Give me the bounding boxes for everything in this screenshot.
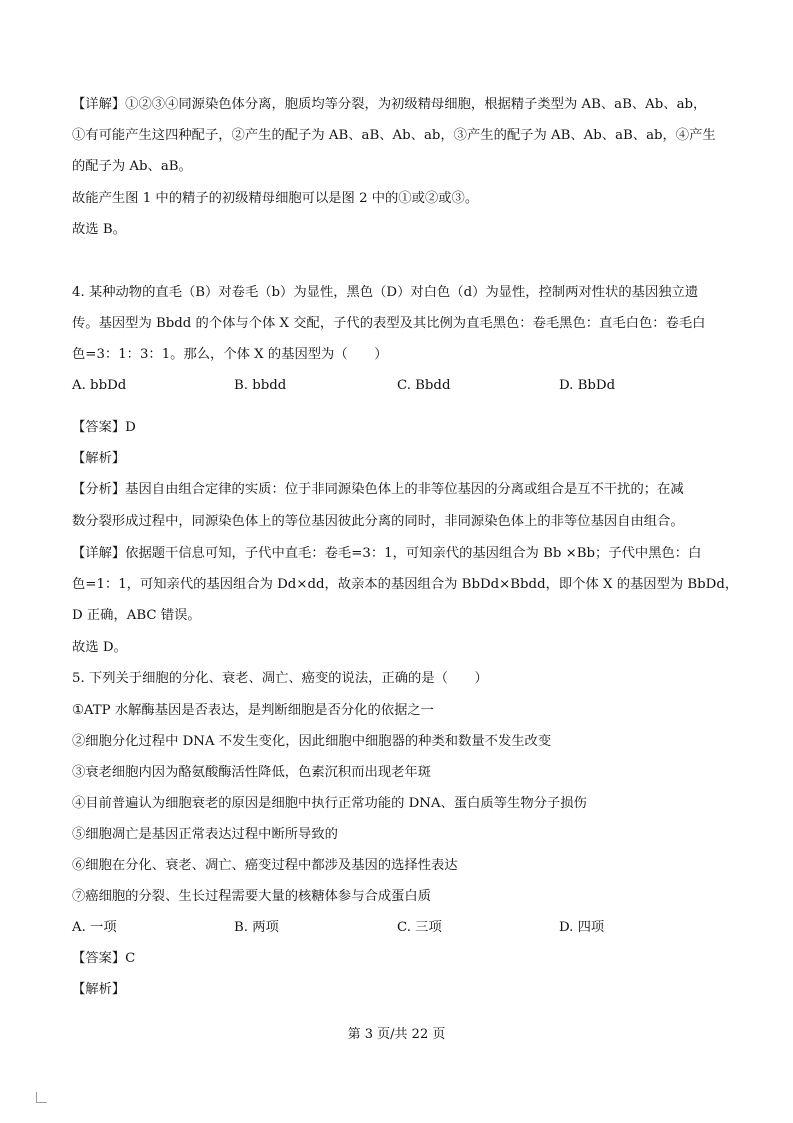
q5-stem: 5. 下列关于细胞的分化、衰老、凋亡、癌变的说法，正确的是（ ） — [72, 671, 488, 686]
detail-prev-line-4: 故能产生图 1 中的精子的初级精母细胞可以是图 2 中的①或②或③。 — [72, 191, 479, 206]
q4-stem-line-3: 色=3：1：3：1。那么，个体 X 的基因型为（ ） — [72, 347, 388, 362]
crop-mark — [36, 1092, 47, 1103]
q4-option-a: A. bbDd — [72, 378, 127, 393]
q4-option-b: B. bbdd — [234, 378, 287, 393]
q5-option-c: C. 三项 — [397, 920, 442, 935]
q5-analysis-heading: 【解析】 — [72, 982, 126, 997]
q4-stem-line-2: 传。基因型为 Bbdd 的个体与个体 X 交配，子代的表型及其比例为直毛黑色：卷毛黑色：直毛白色：卷毛白 — [72, 316, 706, 331]
q5-item-7: ⑦癌细胞的分裂、生长过程需要大量的核糖体参与合成蛋白质 — [72, 889, 432, 904]
q4-analysis-line-2: 数分裂形成过程中，同源染色体上的等位基因彼此分离的同时，非同源染色体上的非等位基因自由组合。 — [72, 514, 684, 529]
q4-detail-line-3: D 正确，ABC 错误。 — [72, 608, 201, 623]
detail-prev-line-5: 故选 B。 — [72, 222, 126, 237]
q5-answer: 【答案】C — [72, 951, 136, 966]
q5-item-5: ⑤细胞凋亡是基因正常表达过程中断所导致的 — [72, 827, 338, 842]
q5-item-1: ①ATP 水解酶基因是否表达，是判断细胞是否分化的依据之一 — [72, 703, 434, 718]
page-footer: 第 3 页/共 22 页 — [347, 1027, 446, 1042]
q5-item-6: ⑥细胞在分化、衰老、凋亡、癌变过程中都涉及基因的选择性表达 — [72, 858, 458, 873]
q4-stem-line-1: 4. 某种动物的直毛（B）对卷毛（b）为显性，黑色（D）对白色（d）为显性，控制两对性状的基因独立遗 — [72, 285, 699, 300]
q5-item-4: ④目前普遍认为细胞衰老的原因是细胞中执行正常功能的 DNA、蛋白质等生物分子损伤 — [72, 796, 587, 811]
q5-option-d: D. 四项 — [559, 920, 605, 935]
q4-option-d: D. BbDd — [559, 378, 616, 393]
q4-option-c: C. Bbdd — [397, 378, 451, 393]
q4-analysis-line-1: 【分析】基因自由组合定律的实质：位于非同源染色体上的非等位基因的分离或组合是互不干扰的；在减 — [72, 482, 684, 497]
detail-prev-line-1: 【详解】①②③④同源染色体分离，胞质均等分裂，为初级精母细胞，根据精子类型为 AB、aB、Ab、ab， — [72, 97, 707, 112]
q4-detail-line-4: 故选 D。 — [72, 640, 127, 655]
q5-option-b: B. 两项 — [234, 920, 279, 935]
q4-analysis-heading: 【解析】 — [72, 451, 126, 466]
q4-detail-line-1: 【详解】依据题干信息可知，子代中直毛：卷毛=3：1，可知亲代的基因组合为 Bb ×Bb；子代中黑色：白 — [72, 546, 702, 561]
q4-detail-line-2: 色=1：1，可知亲代的基因组合为 Dd×dd，故亲本的基因组合为 BbDd×Bbdd，即个体 X 的基因型为 BbDd， — [72, 577, 739, 592]
q5-item-2: ②细胞分化过程中 DNA 不发生变化，因此细胞中细胞器的种类和数量不发生改变 — [72, 734, 552, 749]
detail-prev-line-3: 的配子为 Ab、aB。 — [72, 159, 192, 174]
q5-item-3: ③衰老细胞内因为酪氨酸酶活性降低，色素沉积而出现老年斑 — [72, 765, 432, 780]
q5-option-a: A. 一项 — [72, 920, 117, 935]
q4-answer: 【答案】D — [72, 420, 136, 435]
detail-prev-line-2: ①有可能产生这四种配子，②产生的配子为 AB、aB、Ab、ab，③产生的配子为 AB、Ab、aB、ab，④产生 — [72, 128, 716, 143]
